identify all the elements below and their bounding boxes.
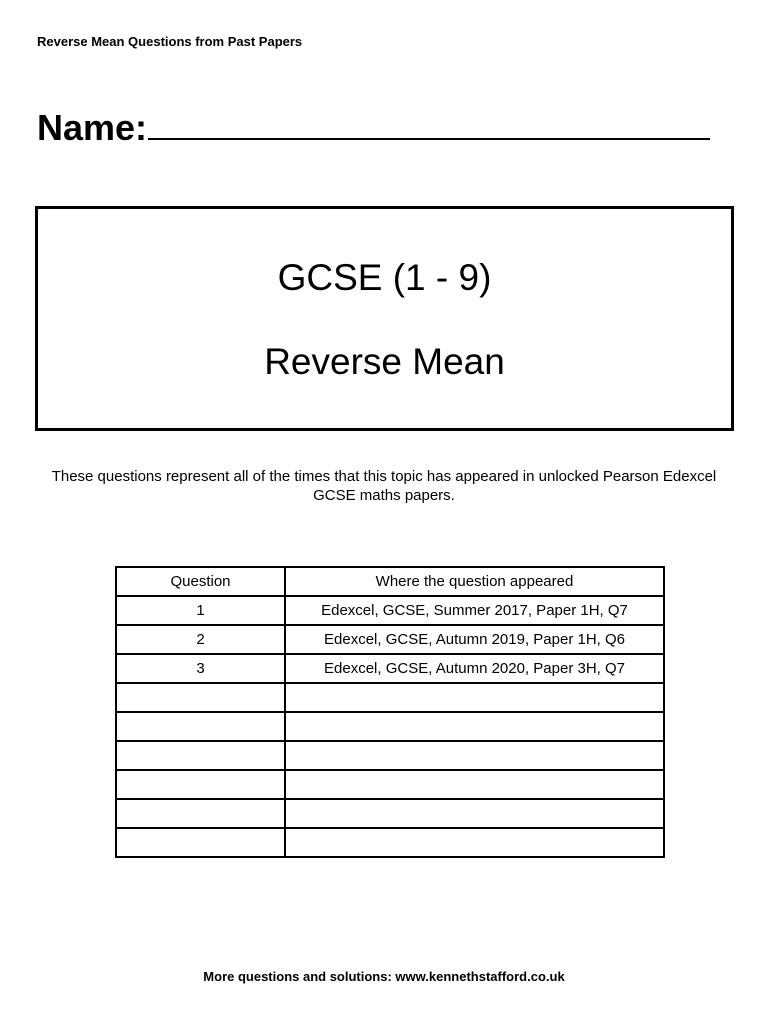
title-level: GCSE (1 - 9) [277, 257, 492, 298]
question-source-cell [285, 683, 664, 712]
table-row [116, 596, 664, 625]
question-number-cell [116, 828, 285, 857]
table-row [116, 770, 664, 799]
question-source-cell: Edexcel, GCSE, Autumn 2020, Paper 3H, Q7 [285, 654, 664, 683]
question-source-cell [285, 828, 664, 857]
table-row [116, 741, 664, 770]
title-box [35, 206, 734, 431]
intro-text: These questions represent all of the times that this topic has appeared in unlocked Pearson Edexcel GCSE maths papers. [51, 468, 717, 504]
name-field [37, 104, 710, 149]
page-footer: More questions and solutions: www.kennethstafford.co.uk [203, 969, 565, 984]
title-topic: Reverse Mean [264, 341, 505, 382]
table-row [116, 625, 664, 654]
table-row [116, 683, 664, 712]
column-header-question: Question [116, 567, 285, 596]
column-header-source: Where the question appeared [285, 567, 664, 596]
question-source-cell [285, 741, 664, 770]
question-number-cell [116, 741, 285, 770]
questions-table [115, 566, 665, 858]
question-source-cell: Edexcel, GCSE, Summer 2017, Paper 1H, Q7 [285, 596, 664, 625]
question-number-cell [116, 799, 285, 828]
question-number-cell: 3 [116, 654, 285, 683]
question-source-cell [285, 770, 664, 799]
question-source-cell: Edexcel, GCSE, Autumn 2019, Paper 1H, Q6 [285, 625, 664, 654]
table-header-row [116, 567, 664, 596]
question-source-cell [285, 712, 664, 741]
question-source-cell [285, 799, 664, 828]
question-number-cell: 1 [116, 596, 285, 625]
question-number-cell [116, 712, 285, 741]
table-row [116, 654, 664, 683]
question-number-cell [116, 770, 285, 799]
question-number-cell [116, 683, 285, 712]
name-label: Name: [37, 107, 148, 148]
question-number-cell: 2 [116, 625, 285, 654]
table-row [116, 828, 664, 857]
page-header: Reverse Mean Questions from Past Papers [37, 34, 303, 49]
table-row [116, 712, 664, 741]
table-row [116, 799, 664, 828]
name-underline[interactable] [148, 104, 710, 140]
